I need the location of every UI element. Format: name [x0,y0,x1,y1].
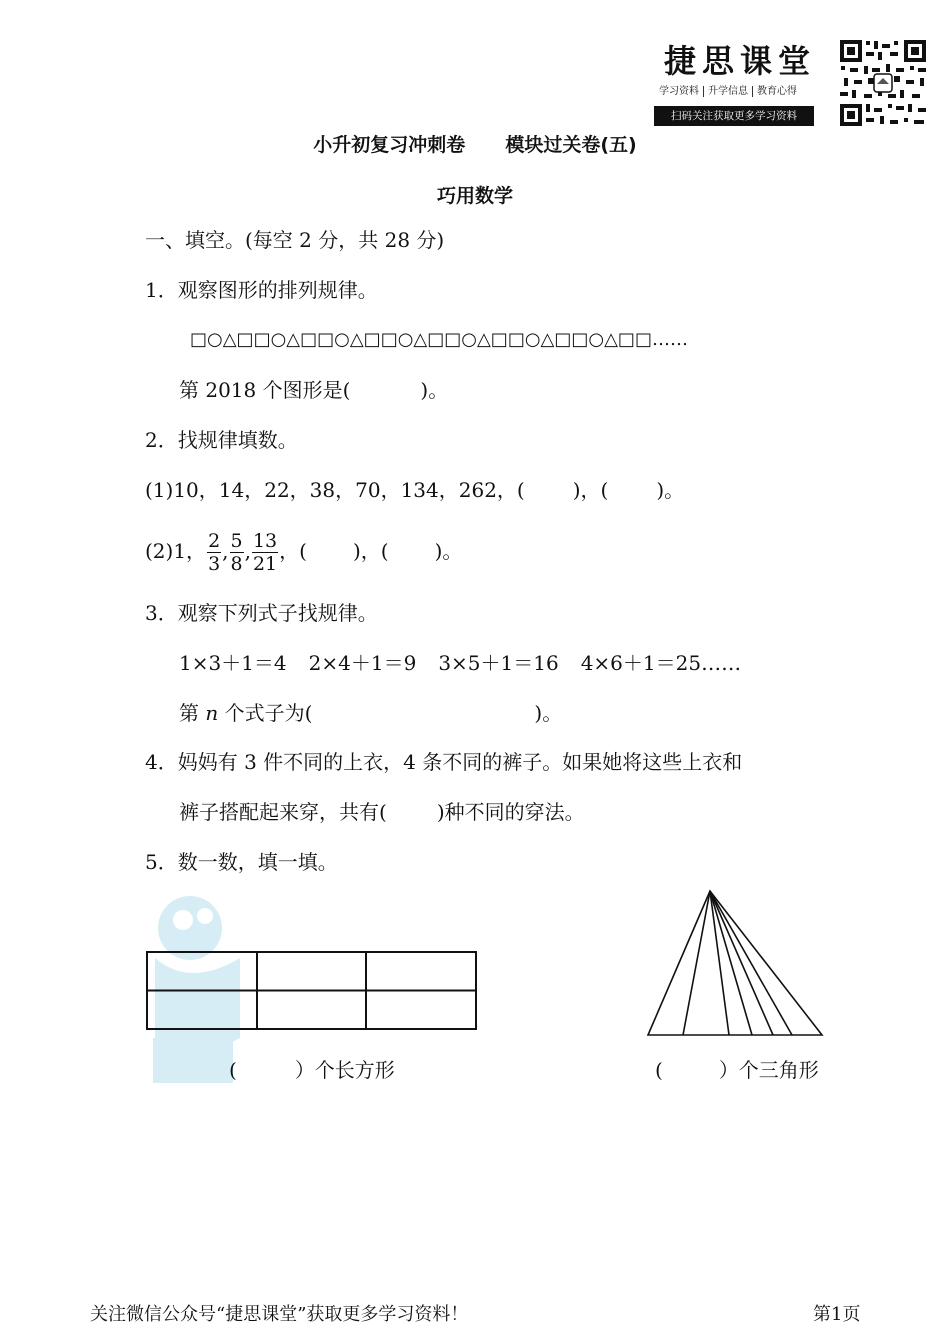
triangle-ray [710,891,752,1035]
fraction [230,530,244,575]
exam-title-part2: 模块过关卷(五) [505,134,637,156]
q3-equation: 3×5＋1＝16 [438,651,559,675]
q2-stem: 2．找规律填数。 [145,428,298,452]
q2-part2-prefix: (2)1， [145,539,207,563]
q2-part1 [145,478,684,502]
brand-tags [655,82,801,97]
triangle-ray [683,891,710,1035]
fraction-numerator: 5 [230,530,243,552]
q2-part1-sequence: (1)10，14，22，38，70，134，262，( [145,478,525,502]
q2-part2-end: )。 [434,539,463,563]
q2-part1-end: )。 [656,478,685,502]
q4-line2-prefix: 裤子搭配起来穿，共有( [179,800,387,824]
triangle-fan-figure [645,888,825,1038]
brand-tag: 教育心得 [757,86,797,97]
q2-part1-separator: )，( [572,478,609,502]
q4-line2 [179,800,585,824]
triangle-count-caption [655,1058,819,1082]
q1-shape-sequence: □○△□□○△□□○△□□○△□□○△□□○△□□○△□□…… [190,329,688,350]
q4-line2-suffix: )种不同的穿法。 [436,800,585,824]
caption-paren: ( [229,1058,237,1082]
exam-title-part1: 小升初复习冲刺卷 [313,134,466,156]
fraction-denominator: 8 [230,553,243,575]
caption-paren: ( [655,1058,663,1082]
fraction-numerator: 2 [208,530,221,552]
q1-stem: 1．观察图形的排列规律。 [145,278,378,302]
q5-stem: 5．数一数，填一填。 [145,850,338,874]
q3-question-prefix: 第 [179,701,199,725]
brand-tag: 学习资料 [655,86,704,97]
rectangle-caption-text: ）个长方形 [294,1058,395,1082]
section-heading: 一、填空。(每空 2 分，共 28 分) [145,228,445,252]
brand-tag: 升学信息 [704,86,753,97]
q1-question-suffix: )。 [420,378,449,402]
q2-part2-suffix: ，( [279,539,307,563]
q1-question-prefix: 第 2018 个图形是( [179,378,351,402]
q3-equation: 2×4＋1＝9 [308,651,417,675]
q3-question-suffix: )。 [534,701,563,725]
triangle-outline [648,891,822,1035]
fraction [207,530,221,575]
q4-line1: 4．妈妈有 3 件不同的上衣，4 条不同的裤子。如果她将这些上衣和 [145,750,743,774]
exam-subtitle: 巧用数学 [436,185,513,207]
q2-part2-separator: )，( [352,539,389,563]
fraction [252,530,278,575]
q3-equation: 1×3＋1＝4 [179,651,287,675]
qr-code-icon [838,38,928,128]
brand-logo-text: 捷思课堂 [664,42,817,80]
q3-question-mid: 个式子为( [224,701,313,725]
q3-variable-n: n [205,701,219,725]
q2-part2: (2)1， $\frac{2}{3}$ , $\frac{5}{8}$ , $\frac{13}{21}$ ，( )，( )。 [145,530,463,575]
fraction-denominator: 3 [208,553,221,575]
page-number: 第1页 [813,1304,861,1325]
footer-note: 关注微信公众号“捷思课堂”获取更多学习资料！ [90,1304,469,1325]
rectangle-grid-figure [146,951,478,1031]
q1-question [179,378,448,402]
q3-stem: 3．观察下列式子找规律。 [145,601,378,625]
rectangle-count-caption [229,1058,395,1082]
brand-banner: 扫码关注获取更多学习资料 [654,106,814,126]
fraction-denominator: 21 [252,553,278,575]
triangle-caption-text: ）个三角形 [718,1058,819,1082]
fraction-numerator: 13 [252,530,278,552]
q3-equation: 4×6＋1＝25…… [580,651,742,675]
triangle-ray [710,891,792,1035]
q3-equations [179,651,741,675]
exam-title [0,130,950,157]
q3-question [179,701,562,725]
